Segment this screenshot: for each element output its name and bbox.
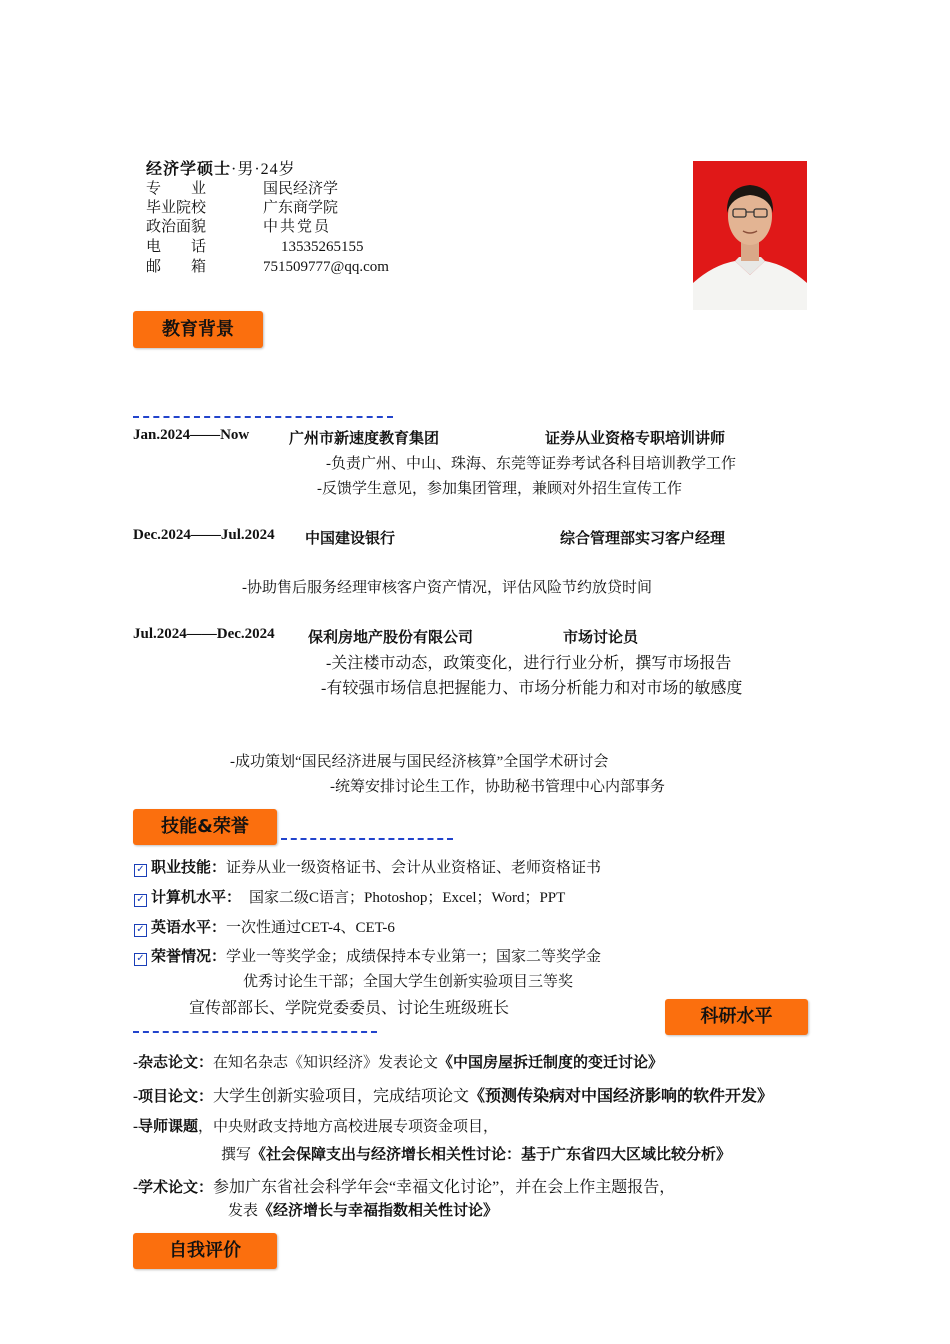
exp-org: 广州市新速度教育集团 <box>289 431 440 447</box>
honor-line: 宣传部部长、学院党委委员、讨论生班级班长 <box>189 1000 510 1017</box>
profile-field: 毕业院校 广东商学院 <box>146 200 339 216</box>
research-item: -项目论文：大学生创新实验项目，完成结项论文《预测传染病对中国经济影响的软件开发》 <box>133 1088 774 1105</box>
exp-role: 综合管理部实习客户经理 <box>560 531 726 547</box>
profile-field: 专 业 国民经济学 <box>146 181 339 197</box>
research-item: 撰写《社会保障支出与经济增长相关性讨论：基于广东省四大区域比较分析》 <box>221 1147 732 1163</box>
exp-bullet: -负责广州、中山、珠海、东莞等证券考试各科目培训教学工作 <box>326 456 736 472</box>
section-header-education: 教育背景 <box>133 311 263 348</box>
section-header-self-eval: 自我评价 <box>133 1233 277 1269</box>
section-header-skills: 技能&荣誉 <box>133 809 277 845</box>
exp-period: Dec.2024——Jul.2024 <box>133 527 275 543</box>
research-item: -杂志论文：在知名杂志《知识经济》发表论文《中国房屋拆迁制度的变迁讨论》 <box>133 1055 664 1071</box>
skill-item: ✓ 计算机水平： 国家二级C语言；Photoshop；Excel；Word；PPT <box>134 886 565 907</box>
exp-role: 市场讨论员 <box>563 630 639 646</box>
skill-item: ✓ 职业技能：证券从业一级资格证书、会计从业资格证、老师资格证书 <box>134 856 601 877</box>
profile-field: 邮 箱 751509777@qq.com <box>146 259 389 275</box>
checkbox-checked-icon: ✓ <box>134 894 147 907</box>
exp-bullet: -协助售后服务经理审核客户资产情况，评估风险节约放贷时间 <box>242 580 652 596</box>
research-item: -导师课题，中央财政支持地方高校进展专项资金项目， <box>133 1119 499 1135</box>
divider <box>133 1031 377 1033</box>
exp-period: Jul.2024——Dec.2024 <box>133 626 275 642</box>
divider <box>281 838 453 840</box>
gender-age: ·男·24岁 <box>231 161 296 178</box>
skill-item: ✓ 荣誉情况：学业一等奖学金；成绩保持本专业第一；国家二等奖学金 <box>134 945 601 966</box>
exp-bullet: -反馈学生意见，参加集团管理，兼顾对外招生宣传工作 <box>317 481 682 497</box>
profile-photo <box>693 161 807 310</box>
exp-org: 中国建设银行 <box>305 531 396 547</box>
profile-headline <box>146 156 296 179</box>
exp-bullet: -统筹安排讨论生工作，协助秘书管理中心内部事务 <box>330 779 665 795</box>
checkbox-checked-icon: ✓ <box>134 924 147 937</box>
section-header-research: 科研水平 <box>665 999 808 1035</box>
exp-bullet: -关注楼市动态，政策变化，进行行业分析，撰写市场报告 <box>326 655 732 672</box>
profile-field: 电 话 13535265155 <box>146 239 364 255</box>
skill-item: ✓ 英语水平：一次性通过CET-4、CET-6 <box>134 916 395 937</box>
checkbox-checked-icon: ✓ <box>134 953 147 966</box>
research-item: -学术论文：参加广东省社会科学年会“幸福文化讨论”，并在会上作主题报告， <box>133 1179 676 1196</box>
profile-field: 政治面貌 中共党员 <box>146 219 332 235</box>
divider <box>133 416 393 418</box>
research-item: 发表《经济增长与幸福指数相关性讨论》 <box>228 1203 499 1219</box>
checkbox-checked-icon: ✓ <box>134 864 147 877</box>
honor-line: 优秀讨论生干部；全国大学生创新实验项目三等奖 <box>243 974 574 990</box>
exp-bullet: -有较强市场信息把握能力、市场分析能力和对市场的敏感度 <box>321 680 743 697</box>
degree: 经济学硕士 <box>146 161 232 178</box>
exp-role: 证券从业资格专职培训讲师 <box>545 431 726 447</box>
exp-bullet: -成功策划“国民经济进展与国民经济核算”全国学术研讨会 <box>230 754 609 770</box>
exp-period: Jan.2024——Now <box>133 427 250 443</box>
exp-org: 保利房地产股份有限公司 <box>308 630 474 646</box>
